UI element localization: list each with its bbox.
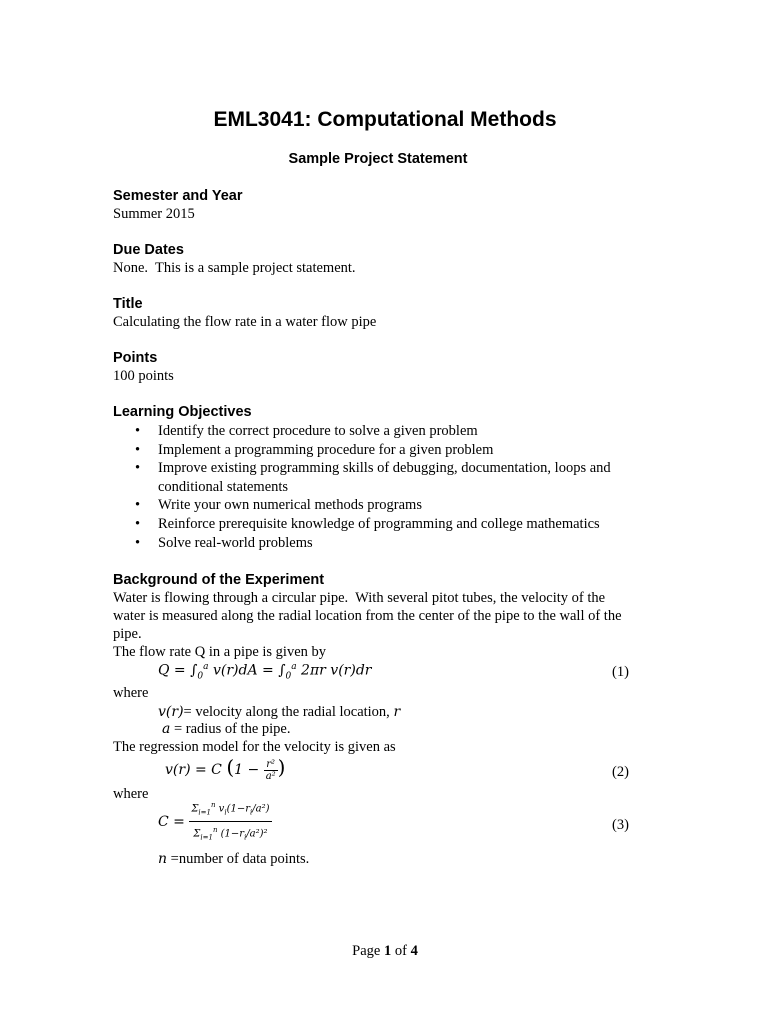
definition-velocity: v(r)= velocity along the radial location, r [158, 704, 401, 720]
objective-item: Write your own numerical methods programs [158, 497, 422, 513]
bullet-icon: • [135, 535, 141, 551]
footer-separator: of [391, 943, 411, 959]
definition-radius: a = radius of the pipe. [162, 721, 291, 737]
semester-text: Summer 2015 [113, 206, 195, 222]
due-dates-text: None. This is a sample project statement. [113, 260, 356, 276]
objective-item: Reinforce prerequisite knowledge of programming and college mathematics [158, 516, 600, 532]
background-paragraph-line: The flow rate Q in a pipe is given by [113, 644, 327, 660]
equation-regression-model: v(r) = C (1 − $\frac{\text{r²}}{\text{a²}}$ ) [165, 755, 286, 782]
objective-item-continuation: conditional statements [158, 479, 289, 495]
document-subtitle: Sample Project Statement [288, 151, 468, 167]
background-heading: Background of the Experiment [113, 572, 325, 588]
bullet-icon: • [135, 423, 141, 439]
background-paragraph-line: water is measured along the radial location from the center of the pipe to the wall of the [113, 608, 622, 624]
equation-constant-c: C = $\frac{\Sigma_{i=1}^n v_i(1-r_i/a^2)}{\Sigma_{i=1}^n (1-r_i/a^2)^2}$ [158, 801, 270, 842]
page-footer [0, 943, 770, 960]
current-page-number: 1 [383, 943, 392, 959]
objective-item: Implement a programming procedure for a given problem [158, 442, 494, 458]
due-dates-heading: Due Dates [113, 242, 184, 258]
background-paragraph-line: pipe. [113, 626, 142, 642]
objective-item: Identify the correct procedure to solve a given problem [158, 423, 478, 439]
total-page-count: 4 [410, 943, 418, 959]
objective-item: Solve real-world problems [158, 535, 313, 551]
background-paragraph-line: Water is flowing through a circular pipe. With several pitot tubes, the velocity of the [113, 590, 606, 606]
objective-item: Improve existing programming skills of debugging, documentation, loops and [158, 460, 611, 476]
equation-number: (2) [612, 764, 629, 780]
semester-heading: Semester and Year [113, 188, 243, 204]
points-heading: Points [113, 350, 158, 366]
definition-n: n =number of data points. [158, 851, 310, 867]
document-title: EML3041: Computational Methods [213, 108, 557, 131]
equation-flow-rate: $Q = \int_0^a$ $v(r)dA = \int_0^a$ 2πr v(r)dr [158, 662, 372, 682]
where-label: where [113, 786, 149, 802]
title-heading: Title [113, 296, 143, 312]
footer-prefix: Page [352, 943, 384, 959]
where-label: where [113, 685, 149, 701]
objectives-heading: Learning Objectives [113, 404, 252, 420]
equation-number: (3) [612, 817, 629, 833]
regression-intro: The regression model for the velocity is given as [113, 739, 396, 755]
title-text: Calculating the flow rate in a water flow pipe [113, 314, 377, 330]
equation-number: (1) [612, 664, 629, 680]
bullet-icon: • [135, 497, 141, 513]
points-text: 100 points [113, 368, 174, 384]
bullet-icon: • [135, 460, 141, 476]
bullet-icon: • [135, 442, 141, 458]
bullet-icon: • [135, 516, 141, 532]
